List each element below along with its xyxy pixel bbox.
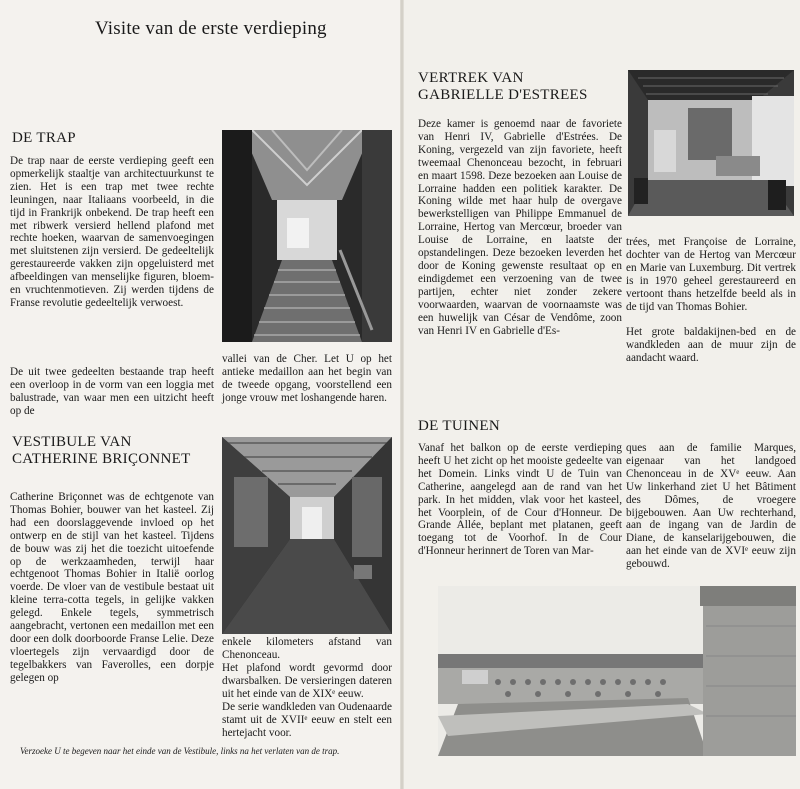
trap-paragraph-1: De trap naar de eerste verdieping geeft een opmerkelijk staaltje van architectuurkunst te zien. Het is een trap met twee rechte leuningen, naar Italiaans voorbeeld, in die tijd in Frankrijk onbekend. De trap heeft een met ribwerk versierd hellend plafond met rechte hoeken, waarvan de samenvoegingen met sluitstenen zijn versierd. De gedeeltelijk gerestaureerde vakken zijn opgeluisterd met afbeeldingen van menselijke figuren, bloem- en vruchtenmotieven. Zij werden tijdens de Franse revolutie gedeeltelijk verwoest.	[10, 155, 214, 309]
page-title: Visite van de erste verdieping	[95, 18, 327, 39]
garden-photo	[438, 586, 796, 756]
garden-photo-art	[438, 586, 796, 756]
vestibule-paragraph-1: Catherine Briçonnet was de echtgenote van Thomas Bohier, bouwer van het kasteel. Zij had een doorslaggevende invloed op het ontwerp en de stijl van het kasteel. Tijdens de bouw was zij het die toezicht uitoefende op de werkzaamheden, terwijl haar echtgenoot Thomas Bohier in Italië oorlog voerde. De vloer van de vestibule bestaat uit kleine terra-cotta tegels, in gelijke vakken gelegd. Enkele tegels, symmetrisch aangebracht, vertonen een medaillon met een door een dolk doorboorde Franse Lelie. Deze vloertegels zijn vervaardigd door de tegelbakkers van Faverolles, een dorpje gelegen op	[10, 491, 214, 684]
bedroom-photo	[628, 70, 794, 216]
staircase-photo	[222, 130, 392, 342]
vestibule-title-line-2: CATHERINE BRIÇONNET	[12, 451, 191, 467]
vestibule-paragraph-3: De serie wandkleden van Oudenaarde stamt uit de XVIIᵉ eeuw en stelt een hertejacht voor.	[222, 701, 392, 739]
gabrielle-paragraph-2: Het grote baldakijnen-bed en de wandkleden aan de muur zijn de aandacht waard.	[626, 326, 796, 364]
footer-note: Verzoeke U te begeven naar het einde van de Vestibule, links na het verlaten van de trap.	[20, 746, 340, 756]
section-title-trap: DE TRAP	[12, 130, 76, 146]
section-title-vestibule	[12, 434, 191, 468]
section-title-tuinen: DE TUINEN	[418, 418, 500, 434]
gabrielle-paragraph-1-continued: trées, met Françoise de Lorraine, dochter van de Hertog van Mercœur en Marie van Luxemburg. Dit vertrek is in 1970 geheel gerestaureerd en vertoont thans hetzelfde beeld als in de tijd van Thomas Bohier.	[626, 236, 796, 313]
vestibule-photo-art	[222, 437, 392, 634]
vestibule-paragraph-1-continued: enkele kilometers afstand van Chenonceau.	[222, 636, 392, 661]
tuinen-paragraph-1-continued: ques aan de familie Marques, eigenaar van het landgoed Chenonceau in de XVᵉ eeuw. Aan Uw linkerhand ziet U het Bâtiment des Dômes, de vroegere bijgebouwen. Aan Uw rechterhand, aan de ingang van de Jardin de Diane, de kanselarijgebouwen, die aan het einde van de XVIᵉ eeuw zijn gebouwd.	[626, 442, 796, 571]
vestibule-title-line-1: VESTIBULE VAN	[12, 434, 132, 450]
trap-paragraph-2-continued: vallei van de Cher. Let U op het antieke medaillon aan het begin van de tweede opgang, voorstellend een jonge vrouw met loshangende haren.	[222, 353, 392, 404]
staircase-photo-art	[222, 130, 392, 342]
gabrielle-title-line-1: VERTREK VAN	[418, 70, 524, 86]
gabrielle-title-line-2: GABRIELLE D'ESTREES	[418, 87, 588, 103]
section-title-gabrielle	[418, 70, 588, 104]
bedroom-photo-art	[628, 70, 794, 216]
page-fold	[400, 0, 404, 789]
vestibule-photo	[222, 437, 392, 634]
trap-paragraph-2: De uit twee gedeelten bestaande trap heeft een overloop in de vorm van een loggia met balustrade, van waar men een uitzicht heeft op de	[10, 366, 214, 417]
vestibule-paragraph-2: Het plafond wordt gevormd door dwarsbalken. De versieringen dateren uit het einde van de XIXᵉ eeuw.	[222, 662, 392, 700]
tuinen-paragraph-1: Vanaf het balkon op de eerste verdieping heeft U het zicht op het mooiste gedeelte van het Domein. Links vindt U de Tuin van Catherine, aangelegd aan de rand van het park. In het midden, vlak voor het kasteel, het Voorplein, of de Cour d'Honneur. De Grande Allée, beplant met platanen, geeft toegang tot de Voorhof. In de Cour d'Honneur herinnert de Toren van Mar-	[418, 442, 622, 558]
gabrielle-paragraph-1: Deze kamer is genoemd naar de favoriete van Henri IV, Gabrielle d'Estrées. De Koning, vergezeld van zijn favoriete, heeft tweemaal Chenonceau bezocht, in februari en maart 1598. Deze bezoeken aan Louise de Lorraine hadden een politiek karakter. De Koning wilde met haar hulp de overgave bewerkstelligen van Philippe Emmanuel de Lorraine, Hertog van Mercœur, broeder van Louise de Lorraine, en laatste der opstandelingen. Deze bezoeken leverden het door de Koning gewenste resultaat op en eindigdemet een verzoening van de twee partijen, echter niet zonder zekere voorwaarden, waarvan de voornaamste was een huwelijk van César de Vendôme, zoon van Henri IV en Gabrielle d'Es-	[418, 118, 622, 337]
